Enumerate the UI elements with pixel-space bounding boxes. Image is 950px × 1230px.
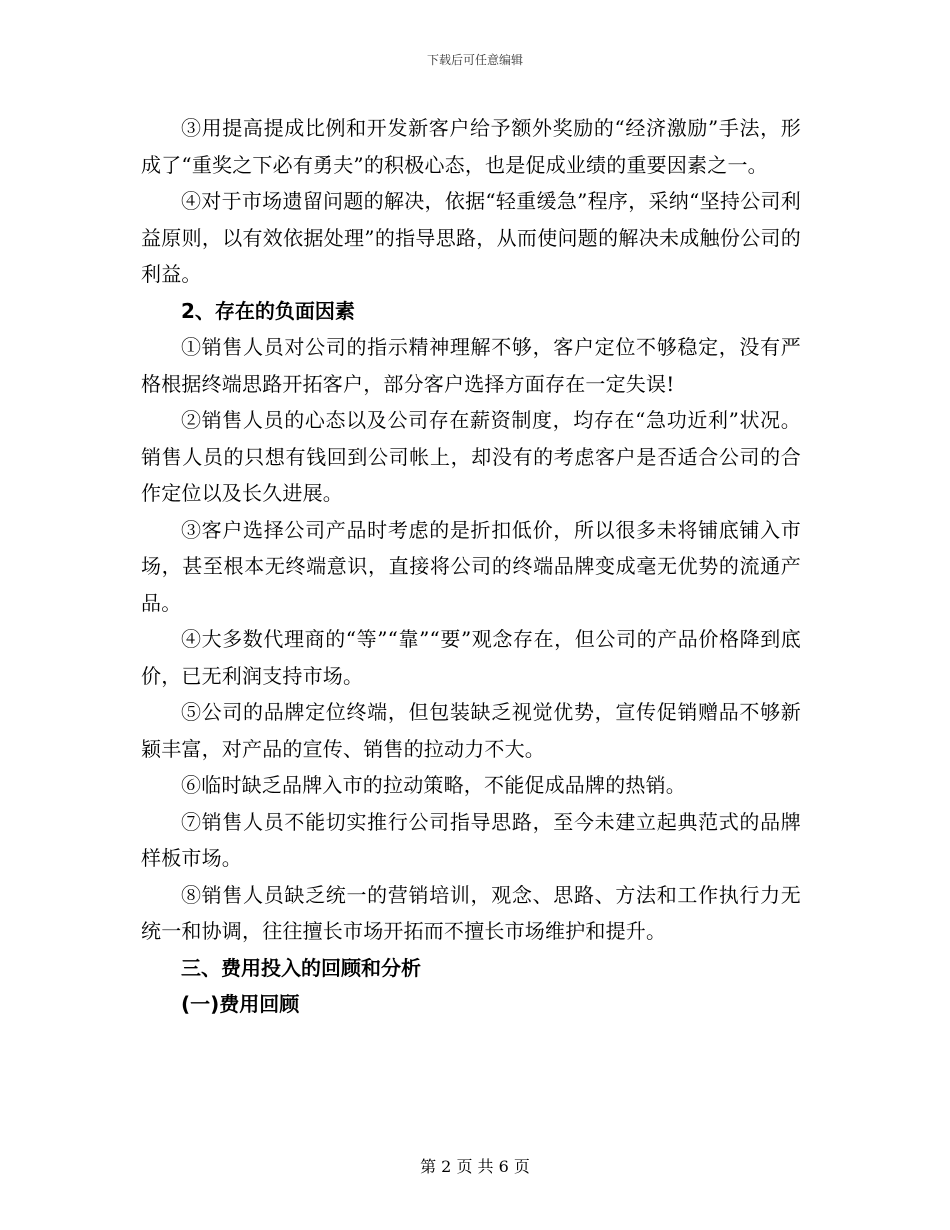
paragraph-incentive: ③用提高提成比例和开发新客户给予额外奖励的“经济激励”手法，形成了“重奖之下必有勇夫”的积极心态，也是促成业绩的重要因素之一。 [141,116,801,177]
page-footer: 第 2 页 共 6 页 [420,1157,530,1176]
paragraph-legacy-issues: ④对于市场遗留问题的解决，依据“轻重缓急”程序，采纳“坚持公司利益原则，以有效依据处理”的指导思路，从而使问题的解决未成触份公司的利益。 [141,189,801,286]
section-heading-cost-review: 三、费用投入的回顾和分析 [181,955,421,980]
subsection-heading-cost-recap: (一)费用回顾 [181,992,300,1016]
paragraph-negative-3: ③客户选择公司产品时考虑的是折扣低价，所以很多未将铺底铺入市场，甚至根本无终端意识，直接将公司的终端品牌变成毫无优势的流通产品。 [141,517,801,615]
paragraph-negative-7: ⑦销售人员不能切实推行公司指导思路，至今未建立起典范式的品牌样板市场。 [141,809,801,870]
paragraph-negative-6: ⑥临时缺乏品牌入市的拉动策略，不能促成品牌的热销。 [181,773,686,797]
paragraph-negative-1: ①销售人员对公司的指示精神理解不够，客户定位不够稳定，没有严格根据终端思路开拓客户，部分客户选择方面存在一定失误! [141,335,801,396]
paragraph-negative-5: ⑤公司的品牌定位终端，但包装缺乏视觉优势，宣传促销赠品不够新颖丰富，对产品的宣传、销售的拉动力不大。 [141,700,801,761]
paragraph-negative-2: ②销售人员的心态以及公司存在薪资制度，均存在“急功近利”状况。销售人员的只想有钱回到公司帐上，却没有的考虑客户是否适合公司的合作定位以及长久进展。 [141,408,801,505]
document-body [141,110,801,1023]
section-heading-negative-factors: 2、存在的负面因素 [181,298,355,323]
page-header: 下载后可任意编辑 [426,53,523,67]
paragraph-negative-8: ⑧销售人员缺乏统一的营销培训，观念、思路、方法和工作执行力无统一和协调，往往擅长市场开拓而不擅长市场维护和提升。 [141,882,801,943]
paragraph-negative-4: ④大多数代理商的“等”“靠”“要”观念存在，但公司的产品价格降到底价，已无利润支持市场。 [141,627,801,688]
